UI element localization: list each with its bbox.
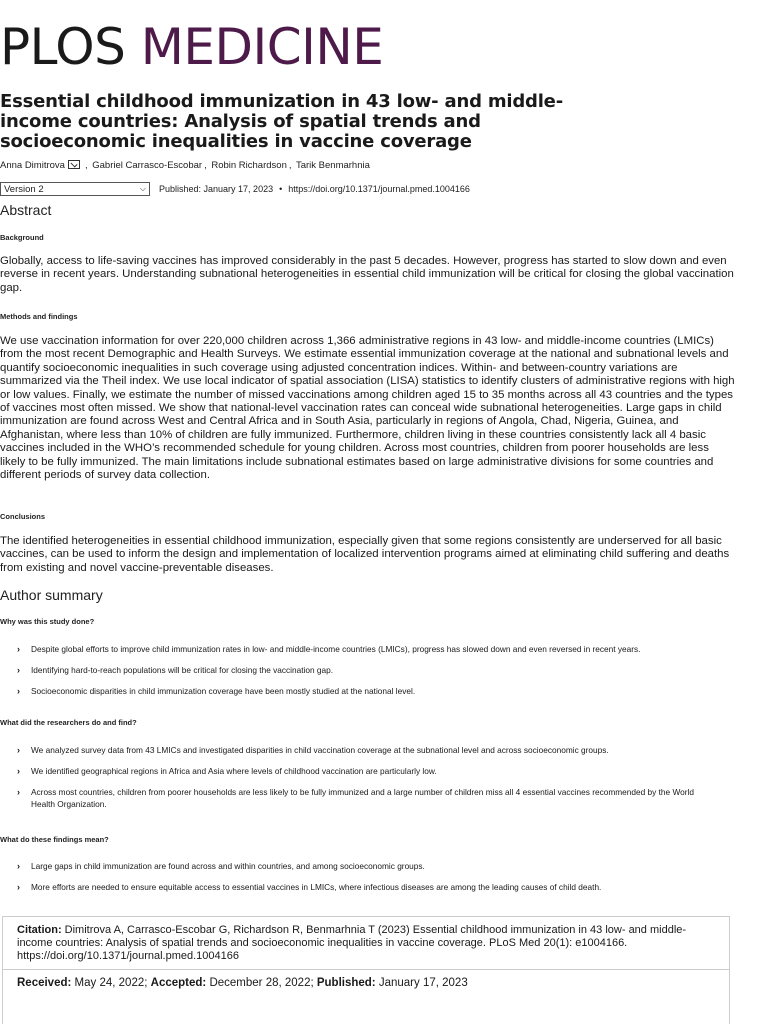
chevron-right-icon: › [17, 686, 20, 696]
author-link[interactable]: Robin Richardson [211, 160, 287, 171]
summary-list-1 [14, 643, 714, 697]
list-item: › Socioeconomic disparities in child immunization coverage have been mostly studied at the national level. [17, 686, 416, 696]
accepted-label: Accepted: [150, 977, 207, 989]
author-list: Anna Dimitrova , Gabriel Carrasco-Escobar , Robin Richardson , Tarik Benmarhnia [0, 160, 370, 171]
version-select[interactable] [0, 182, 150, 196]
accepted-date: December 28, 2022; [209, 977, 314, 989]
logo-plos: PLOS [0, 18, 126, 76]
received-date: May 24, 2022; [74, 977, 148, 989]
chevron-right-icon: › [17, 766, 20, 776]
journal-logo[interactable] [0, 18, 383, 76]
article-meta-row [0, 182, 470, 196]
article-title: Essential childhood immunization in 43 low- and middle-income countries: Analysis of spatial trends and socioeconomic inequalities in vaccine coverage [0, 91, 563, 152]
citation-text: Dimitrova A, Carrasco-Escobar G, Richardson R, Benmarhnia T (2023) Essential childhood immunization in 43 low- and middle-income countries: Analysis of spatial trends and socioeconomic inequalities in vaccine coverage. PLoS Med 20(1): e1004166. https://doi.org/10.1371/journal.pmed.1004166 [17, 924, 687, 962]
list-item: › Large gaps in child immunization are found across and within countries, and among socioeconomic groups. [17, 861, 425, 871]
email-icon[interactable] [68, 160, 80, 169]
list-item: › More efforts are needed to ensure equitable access to essential vaccines in LMICs, where infectious diseases are among the leading causes of child death. [17, 882, 602, 892]
background-text: Globally, access to life-saving vaccines has improved considerably in the past 5 decades. However, progress has started to slow down and even reverse in recent years. Understanding subnational heterogeneities in essential child immunization will be critical for closing the global vaccination gap. [0, 255, 734, 294]
author-summary-heading: Author summary [0, 587, 103, 603]
conclusions-heading: Conclusions [0, 512, 46, 521]
version-select-value: Version 2 [4, 183, 44, 195]
background-heading: Background [0, 233, 44, 242]
list-item: › Across most countries, children from poorer households are less likely to be fully immunized and a large number of children miss all 4 essential vaccines recommended by the World Health Organization. [17, 787, 694, 809]
published-date: Published: January 17, 2023 [159, 184, 274, 194]
summary-list-2 [14, 744, 714, 810]
chevron-right-icon: › [17, 665, 20, 675]
chevron-down-icon: ⌵ [139, 184, 146, 193]
chevron-right-icon: › [17, 787, 20, 797]
logo-medicine: MEDICINE [140, 18, 384, 76]
abstract-heading: Abstract [0, 202, 52, 218]
conclusions-text: The identified heterogeneities in essential childhood immunization, especially given that some regions consistently are underserved for all basic vaccines, can be used to inform the design and implementation of localized intervention programs aimed at eliminating child suffering and deaths from existing and novel vaccine-preventable diseases. [0, 535, 730, 574]
citation-label: Citation: [17, 924, 62, 936]
chevron-right-icon: › [17, 644, 20, 654]
list-item: › Identifying hard-to-reach populations will be critical for closing the vaccination gap. [17, 665, 334, 675]
summary-question-1: Why was this study done? [0, 617, 95, 626]
list-item: › We analyzed survey data from 43 LMICs and investigated disparities in child vaccination coverage at the subnational level and across socioeconomic groups. [17, 745, 609, 755]
published-label: Published: [316, 977, 376, 989]
summary-list-3 [14, 860, 714, 893]
methods-heading: Methods and findings [0, 312, 78, 321]
citation-box [2, 916, 730, 970]
list-item: › Despite global efforts to improve child immunization rates in low- and middle-income countries (LMICs), progress has slowed down and even reversed in recent years. [17, 644, 641, 654]
author-link[interactable]: Gabriel Carrasco-Escobar [92, 160, 203, 171]
doi-link[interactable]: https://doi.org/10.1371/journal.pmed.1004166 [288, 184, 470, 194]
author-link[interactable]: Tarik Benmarhnia [295, 160, 370, 171]
summary-question-3: What do these findings mean? [0, 835, 109, 844]
dates-box [2, 970, 730, 1024]
author-link[interactable]: Anna Dimitrova [0, 160, 65, 171]
methods-text: We use vaccination information for over 220,000 children across 1,366 administrative regions in 43 low- and middle-income countries (LMICs) from the most recent Demographic and Health Surveys. We estimate essential immunization coverage at the national and subnational levels and quantify socioeconomic inequalities in such coverage using adjusted concentration indices. Within- and between-country variations are summarized via the Theil index. We use local indicator of spatial association (LISA) statistics to identify clusters of administrative regions with high or low values. Finally, we estimate the number of missed vaccinations among children aged 15 to 35 months across all 43 countries and the types of vaccines most often missed. We show that national-level vaccination rates can conceal wide subnational heterogeneities. Large gaps in child immunization are found across West and Central Africa and in South Asia, particularly in regions of Angola, Chad, Nigeria, Guinea, and Afghanistan, where less than 10% of children are fully immunized. Furthermore, children living in these countries consistently lack all 4 basic vaccines included in the WHO’s recommended schedule for young children. Across most countries, children from poorer households are less likely to be fully immunized. The main limitations include subnational estimates based on large administrative divisions for some countries and different periods of survey data collection. [0, 335, 735, 482]
summary-question-2: What did the researchers do and find? [0, 718, 137, 727]
received-label: Received: [17, 977, 72, 989]
chevron-right-icon: › [17, 745, 20, 755]
chevron-right-icon: › [17, 861, 20, 871]
list-item: › We identified geographical regions in Africa and Asia where levels of childhood vaccination are particularly low. [17, 766, 437, 776]
chevron-right-icon: › [17, 882, 20, 892]
separator-dot: • [279, 184, 283, 194]
published-date-value: January 17, 2023 [378, 977, 468, 989]
